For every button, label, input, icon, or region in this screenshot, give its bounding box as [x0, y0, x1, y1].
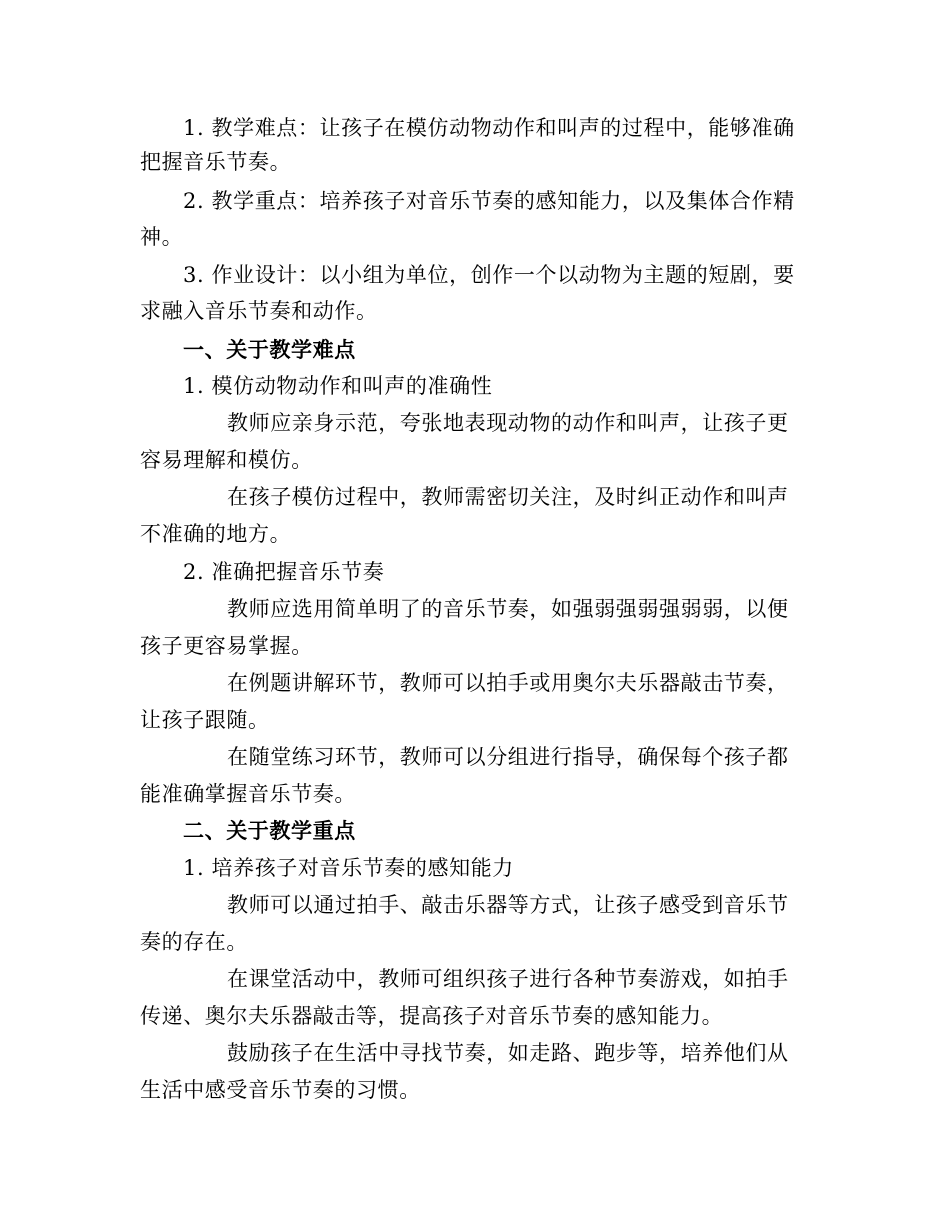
text-line: 奏的存在。	[140, 930, 248, 954]
text-line: 在孩子模仿过程中，教师需密切关注，及时纠正动作和叫声	[227, 485, 789, 509]
subheading: 2. 准确把握音乐节奏	[183, 560, 385, 584]
text-line: 把握音乐节奏。	[140, 150, 292, 174]
text-line: 传递、奥尔夫乐器敲击等，提高孩子对音乐节奏的感知能力。	[140, 1004, 724, 1028]
text-line: 在随堂练习环节，教师可以分组进行指导，确保每个孩子都	[227, 745, 789, 769]
text-line: 在例题讲解环节，教师可以拍手或用奥尔夫乐器敲击节奏，	[227, 671, 789, 695]
section-heading: 二、关于教学重点	[183, 818, 356, 843]
text-line: 能准确掌握音乐节奏。	[140, 782, 356, 806]
text-line: 神。	[140, 225, 184, 249]
text-line: 容易理解和模仿。	[140, 448, 313, 472]
text-line: 孩子更容易掌握。	[140, 634, 313, 658]
text-line: 1. 教学难点：让孩子在模仿动物动作和叫声的过程中，能够准确	[183, 116, 795, 140]
text-line: 教师应选用简单明了的音乐节奏，如强弱强弱强弱弱，以便	[227, 597, 789, 621]
section-heading: 一、关于教学难点	[183, 337, 356, 362]
text-line: 求融入音乐节奏和动作。	[140, 299, 378, 323]
text-line: 3. 作业设计：以小组为单位，创作一个以动物为主题的短剧，要	[183, 263, 795, 287]
text-line: 让孩子跟随。	[140, 708, 270, 732]
text-line: 生活中感受音乐节奏的习惯。	[140, 1078, 421, 1102]
text-line: 教师应亲身示范，夸张地表现动物的动作和叫声，让孩子更	[227, 411, 789, 435]
text-line: 教师可以通过拍手、敲击乐器等方式，让孩子感受到音乐节	[227, 893, 789, 917]
text-line: 不准确的地方。	[140, 522, 292, 546]
text-line: 2. 教学重点：培养孩子对音乐节奏的感知能力，以及集体合作精	[183, 189, 795, 213]
subheading: 1. 模仿动物动作和叫声的准确性	[183, 374, 493, 398]
text-line: 在课堂活动中，教师可组织孩子进行各种节奏游戏，如拍手	[227, 967, 789, 991]
subheading: 1. 培养孩子对音乐节奏的感知能力	[183, 856, 514, 880]
text-line: 鼓励孩子在生活中寻找节奏，如走路、跑步等，培养他们从	[227, 1041, 789, 1065]
